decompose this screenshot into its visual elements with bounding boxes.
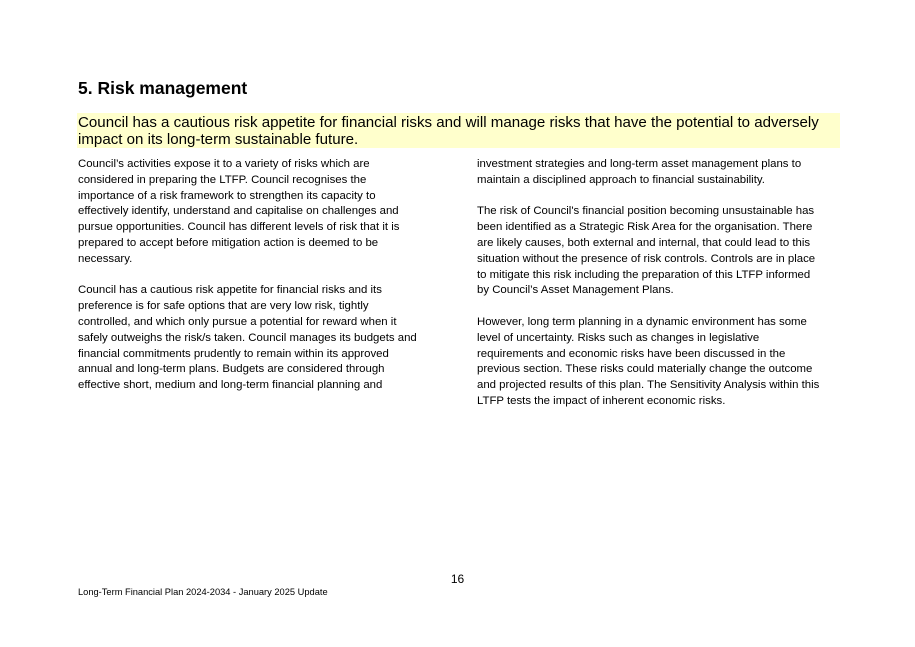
text-line: Council’s activities expose it to a variety of risks which are bbox=[78, 158, 370, 170]
text-line: level of uncertainty. Risks such as changes in legislative bbox=[477, 331, 760, 344]
right-column bbox=[477, 157, 845, 426]
page-number: 16 bbox=[450, 572, 465, 586]
left-paragraph-2 bbox=[78, 283, 450, 394]
text-line: financial commitments prudently to remain within its approved bbox=[78, 347, 389, 360]
highlight-callout-text bbox=[78, 114, 838, 149]
text-line: preference is for safe options that are very low risk, tightly bbox=[78, 300, 369, 313]
text-line: and projected results of this plan. The Sensitivity Analysis within this bbox=[477, 379, 820, 392]
text-line: effective short, medium and long-term financial planning and bbox=[78, 379, 383, 392]
text-line: However, long term planning in a dynamic environment has some bbox=[477, 315, 807, 328]
text-line: Council has a cautious risk appetite for financial risks and its bbox=[78, 284, 382, 297]
text-line: annual and long-term plans. Budgets are considered through bbox=[78, 363, 385, 376]
highlight-line: impact on its long-term sustainable future. bbox=[78, 131, 359, 149]
text-line: LTFP tests the impact of inherent economic risks. bbox=[477, 394, 726, 407]
text-line: The risk of Council's financial position becoming unsustainable has bbox=[477, 205, 815, 218]
text-line: pursue opportunities. Council has different levels of risk that it is bbox=[78, 221, 400, 234]
text-line: are likely causes, both external and internal, that could lead to this bbox=[477, 236, 811, 249]
text-line: requirements and economic risks have been discussed in the bbox=[477, 347, 786, 360]
text-line: maintain a disciplined approach to financial sustainability. bbox=[477, 173, 765, 186]
text-line: by Council’s Asset Management Plans. bbox=[477, 284, 674, 297]
text-line: prepared to accept before mitigation action is deemed to be bbox=[78, 236, 379, 249]
text-line: effectively identify, understand and capitalise on challenges and bbox=[78, 205, 399, 218]
left-column bbox=[78, 157, 450, 410]
text-line: importance of a risk framework to strengthen its capacity to bbox=[78, 189, 376, 202]
text-line: been identified as a Strategic Risk Area for the organisation. There bbox=[477, 221, 813, 234]
section-title: 5. Risk management bbox=[78, 78, 248, 98]
text-line: previous section. These risks could materially change the outcome bbox=[477, 363, 813, 376]
text-line: to mitigate this risk including the preparation of this LTFP informed bbox=[477, 268, 811, 281]
text-line: controlled, and which only pursue a potential for reward when it bbox=[78, 315, 397, 328]
text-line: safely outweighs the risk/s taken. Council manages its budgets and bbox=[78, 331, 417, 344]
left-paragraph-1 bbox=[78, 157, 450, 268]
text-line: necessary. bbox=[78, 252, 133, 265]
text-line: investment strategies and long-term asset management plans to bbox=[477, 158, 802, 170]
footer-document-title: Long-Term Financial Plan 2024-2034 - January 2025 Update bbox=[78, 587, 328, 597]
right-paragraph-2 bbox=[477, 204, 845, 299]
text-line: situation without the presence of risk controls. Controls are in place bbox=[477, 252, 816, 265]
right-paragraph-1 bbox=[477, 157, 845, 189]
text-line: considered in preparing the LTFP. Council recognises the bbox=[78, 173, 367, 186]
right-paragraph-3 bbox=[477, 315, 845, 410]
highlight-line: Council has a cautious risk appetite for financial risks and will manage risks that have the potential to adversely bbox=[78, 114, 819, 131]
